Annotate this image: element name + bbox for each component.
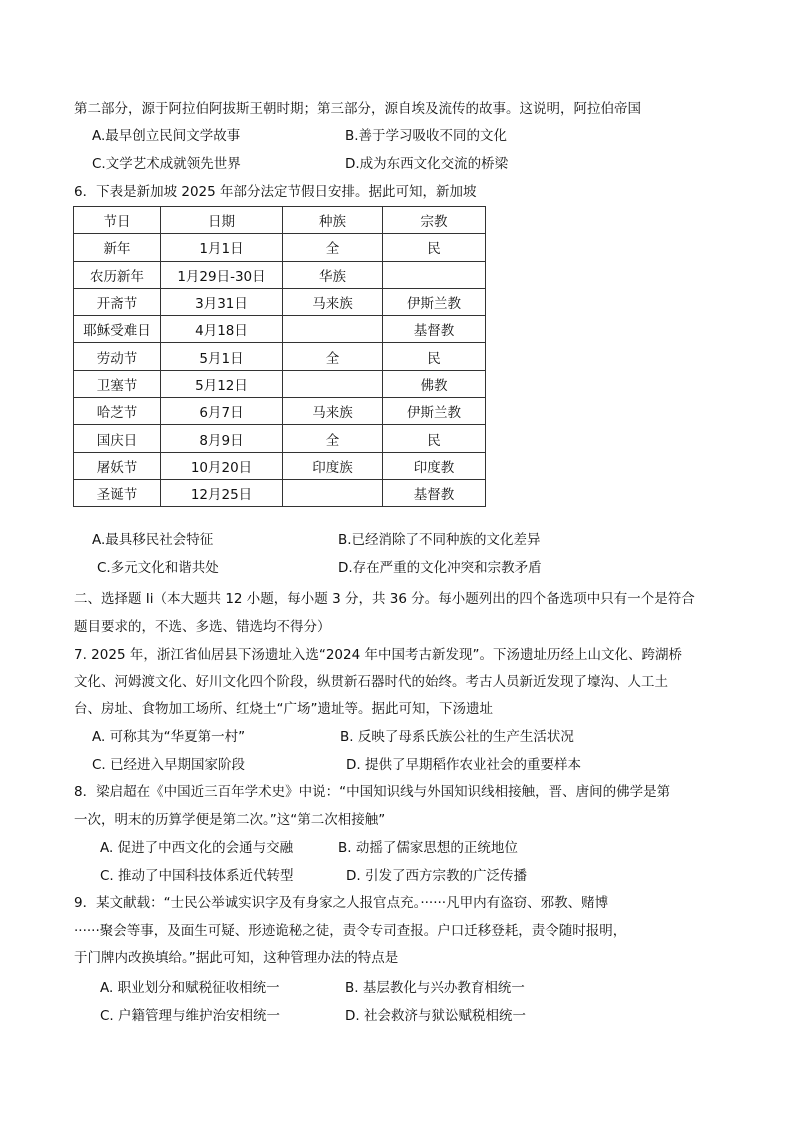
cell-ethnicity <box>283 316 383 343</box>
q7-option-c[interactable]: C. 已经进入早期国家阶段 <box>92 757 246 773</box>
cell-date: 3月31日 <box>161 288 283 315</box>
cell-date: 10月20日 <box>161 452 283 479</box>
cell-date: 1月1日 <box>161 234 283 261</box>
cell-religion: 民 <box>383 234 486 261</box>
table-row <box>74 425 486 452</box>
cell-festival: 耶稣受难日 <box>74 316 161 343</box>
q9-option-d[interactable]: D. 社会救济与狱讼赋税相统一 <box>345 1008 526 1024</box>
cell-ethnicity <box>283 370 383 397</box>
cell-religion: 民 <box>383 425 486 452</box>
q9-option-a[interactable]: A. 职业划分和赋税征收相统一 <box>100 980 280 996</box>
cell-festival: 圣诞节 <box>74 479 161 506</box>
cell-festival: 农历新年 <box>74 261 161 288</box>
table-row <box>74 479 486 506</box>
q6-option-b[interactable]: B.已经消除了不同种族的文化差异 <box>338 532 541 548</box>
section-2-heading: 二、选择题 Ii（本大题共 12 小题，每小题 3 分，共 36 分。每小题列出的四个备选项中只有一个是符合 <box>74 591 695 607</box>
cell-religion: 佛教 <box>383 370 486 397</box>
header-festival: 节日 <box>74 207 161 234</box>
q5-option-d[interactable]: D.成为东西文化交流的桥梁 <box>345 156 509 172</box>
q8-option-a[interactable]: A. 促进了中西文化的会通与交融 <box>100 840 294 856</box>
q8-stem-line-2: 一次，明末的历算学便是第二次。”这“第二次相接触” <box>74 812 386 828</box>
cell-date: 1月29日-30日 <box>161 261 283 288</box>
q8-option-b[interactable]: B. 动摇了儒家思想的正统地位 <box>338 840 518 856</box>
table-row <box>74 261 486 288</box>
cell-date: 5月12日 <box>161 370 283 397</box>
q7-option-d[interactable]: D. 提供了早期稻作农业社会的重要样本 <box>346 757 581 773</box>
cell-date: 8月9日 <box>161 425 283 452</box>
q9-option-b[interactable]: B. 基层教化与兴办教育相统一 <box>345 980 525 996</box>
singapore-holiday-table <box>73 206 486 507</box>
cell-ethnicity: 马来族 <box>283 398 383 425</box>
q5-option-a[interactable]: A.最早创立民间文学故事 <box>92 128 241 144</box>
q5-option-c[interactable]: C.文学艺术成就领先世界 <box>92 156 241 172</box>
header-date: 日期 <box>161 207 283 234</box>
cell-religion: 印度教 <box>383 452 486 479</box>
table-row <box>74 316 486 343</box>
q7-option-b[interactable]: B. 反映了母系氏族公社的生产生活状况 <box>340 729 574 745</box>
q6-stem: 6．下表是新加坡 2025 年部分法定节假日安排。据此可知，新加坡 <box>74 184 477 200</box>
cell-ethnicity: 全 <box>283 343 383 370</box>
q9-stem-line-2: ······聚会等事，及面生可疑、形迹诡秘之徒，责令专司查报。户口迁移登耗，责令随时报明， <box>74 923 627 939</box>
cell-ethnicity <box>283 479 383 506</box>
q6-option-c[interactable]: C.多元文化和谐共处 <box>97 560 219 576</box>
q9-stem-line-3: 于门牌内改换填给。”据此可知，这种管理办法的特点是 <box>74 950 399 966</box>
q5-option-b[interactable]: B.善于学习吸收不同的文化 <box>345 128 508 144</box>
table-row <box>74 370 486 397</box>
cell-date: 4月18日 <box>161 316 283 343</box>
cell-religion: 伊斯兰教 <box>383 288 486 315</box>
table-row <box>74 343 486 370</box>
cell-ethnicity: 印度族 <box>283 452 383 479</box>
q5-stem-end: 第二部分，源于阿拉伯阿拔斯王朝时期；第三部分，源自埃及流传的故事。这说明，阿拉伯帝国 <box>74 101 641 117</box>
cell-festival: 开斋节 <box>74 288 161 315</box>
cell-festival: 劳动节 <box>74 343 161 370</box>
cell-date: 12月25日 <box>161 479 283 506</box>
cell-ethnicity: 马来族 <box>283 288 383 315</box>
table-row <box>74 288 486 315</box>
cell-religion: 伊斯兰教 <box>383 398 486 425</box>
q7-stem-line-1: 7. 2025 年，浙江省仙居县下汤遗址入选“2024 年中国考古新发现”。下汤遗址历经上山文化、跨湖桥 <box>74 647 682 663</box>
section-2-heading-cont: 题目要求的，不选、多选、错选均不得分） <box>74 619 331 635</box>
header-religion: 宗教 <box>383 207 486 234</box>
table-row <box>74 234 486 261</box>
cell-religion <box>383 261 486 288</box>
table-row <box>74 398 486 425</box>
table-row <box>74 452 486 479</box>
cell-festival: 卫塞节 <box>74 370 161 397</box>
cell-religion: 基督教 <box>383 479 486 506</box>
table-header-row <box>74 207 486 234</box>
q8-option-d[interactable]: D. 引发了西方宗教的广泛传播 <box>346 868 527 884</box>
cell-date: 5月1日 <box>161 343 283 370</box>
q7-stem-line-2: 文化、河姆渡文化、好川文化四个阶段，纵贯新石器时代的始终。考古人员新近发现了壕沟、人工土 <box>74 674 668 690</box>
cell-festival: 屠妖节 <box>74 452 161 479</box>
q8-option-c[interactable]: C. 推动了中国科技体系近代转型 <box>100 868 294 884</box>
cell-festival: 哈芝节 <box>74 398 161 425</box>
cell-festival: 新年 <box>74 234 161 261</box>
q8-stem-line-1: 8．梁启超在《中国近三百年学术史》中说：“中国知识线与外国知识线相接触，晋、唐间的佛学是第 <box>74 784 671 800</box>
q6-option-a[interactable]: A.最具移民社会特征 <box>92 532 214 548</box>
cell-ethnicity: 华族 <box>283 261 383 288</box>
q9-stem-line-1: 9．某文献载：“士民公举诚实识字及有身家之人报官点充。······凡甲内有盗窃、邪教、赌博 <box>74 895 609 911</box>
q9-option-c[interactable]: C. 户籍管理与维护治安相统一 <box>100 1008 281 1024</box>
q7-stem-line-3: 台、房址、食物加工场所、红烧土“广场”遗址等。据此可知，下汤遗址 <box>74 701 493 717</box>
cell-date: 6月7日 <box>161 398 283 425</box>
q7-option-a[interactable]: A. 可称其为“华夏第一村” <box>92 729 246 745</box>
cell-religion: 基督教 <box>383 316 486 343</box>
header-ethnicity: 种族 <box>283 207 383 234</box>
cell-ethnicity: 全 <box>283 425 383 452</box>
cell-ethnicity: 全 <box>283 234 383 261</box>
q6-option-d[interactable]: D.存在严重的文化冲突和宗教矛盾 <box>338 560 542 576</box>
cell-religion: 民 <box>383 343 486 370</box>
cell-festival: 国庆日 <box>74 425 161 452</box>
